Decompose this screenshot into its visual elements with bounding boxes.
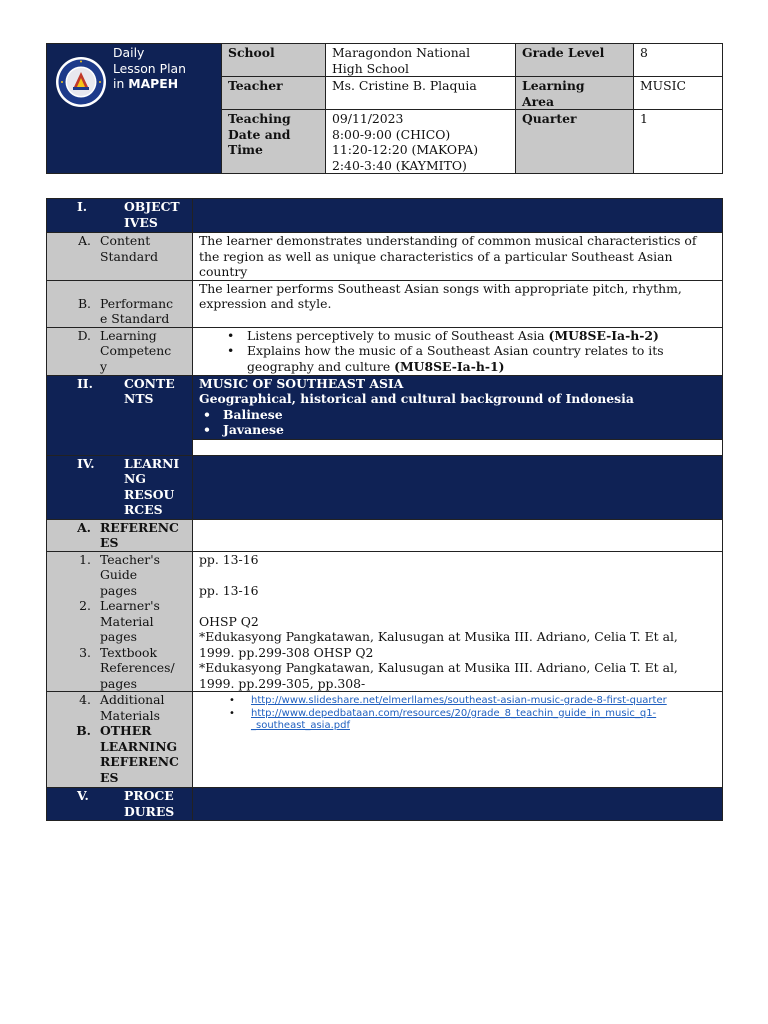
objectives-row	[47, 199, 723, 233]
resources-heading: IV. LEARNI NG RESOU RCES	[47, 455, 193, 519]
contents-item: • Javanese	[199, 422, 716, 438]
reference-pages-values	[193, 551, 723, 692]
reference-pages-labels: 1. Teacher's Guide pages 2. Learner's Material pages 3. Textbook References/ pages	[47, 551, 193, 692]
quarter-label: Quarter	[516, 110, 634, 174]
contents-subtitle: Geographical, historical and cultural background of Indonesia	[199, 391, 634, 406]
brand-line-2: Lesson Plan	[113, 60, 186, 76]
competency-label: D. Learning Competenc y	[47, 327, 193, 375]
header-table	[46, 43, 723, 174]
content-standard-row	[47, 233, 723, 281]
objectives-heading: I. OBJECT IVES	[47, 199, 193, 233]
competency-list	[193, 327, 723, 375]
contents-blank-cell	[193, 439, 723, 455]
resources-empty-cell	[193, 455, 723, 519]
references-row	[47, 519, 723, 551]
references-empty-cell	[193, 519, 723, 551]
textbook-line-1: OHSP Q2	[199, 613, 259, 629]
references-label: A. REFERENC ES	[47, 519, 193, 551]
deped-seal-icon	[55, 56, 107, 108]
lesson-plan-table	[46, 198, 723, 821]
brand-line-1: Daily	[113, 45, 145, 60]
competency-item: • Explains how the music of a Southeast Asian country relates to its geography and culture (MU8SE-Ia-h-1)	[223, 343, 716, 374]
link-item	[227, 695, 716, 708]
objectives-empty-cell	[193, 199, 723, 233]
performance-standard-text: The learner performs Southeast Asian songs with appropriate pitch, rhythm, expression and style.	[193, 280, 723, 327]
performance-standard-row	[47, 280, 723, 327]
textbook-line-3: *Edukasyong Pangkatawan, Kalusugan at Musika III. Adriano, Celia T. Et al, 1999. pp.299-305, pp.308-	[199, 660, 678, 691]
brand-in: in	[113, 76, 129, 91]
competency-item: • Listens perceptively to music of Southeast Asia (MU8SE-Ia-h-2)	[223, 328, 716, 344]
teacher-value: Ms. Cristine B. Plaquia	[326, 77, 516, 110]
brand-subject: MAPEH	[128, 76, 179, 91]
link-item	[227, 708, 716, 733]
grade-value: 8	[634, 44, 723, 77]
teaching-date-value: 09/11/2023 8:00-9:00 (CHICO) 11:20-12:20 (MAKOPA) 2:40-3:40 (KAYMITO)	[326, 110, 516, 174]
contents-body	[193, 375, 723, 439]
content-standard-label: A. Content Standard	[47, 233, 193, 281]
depedbataan-link[interactable]: http://www.depedbataan.com/resources/20/grade_8_teachin_guide_in_music_q1-_southeast_asia.pdf	[251, 707, 657, 731]
materials-links	[193, 692, 723, 788]
brand-cell	[47, 44, 222, 174]
materials-labels: 4. Additional Materials B. OTHER LEARNING REFERENC ES	[47, 692, 193, 788]
performance-standard-label: B. Performanc e Standard	[47, 280, 193, 327]
materials-row	[47, 692, 723, 788]
contents-item: • Balinese	[199, 407, 716, 423]
procedures-heading: V. PROCE DURES	[47, 788, 193, 821]
teaching-date-label: Teaching Date and Time	[222, 110, 326, 174]
procedures-empty-cell	[193, 788, 723, 821]
resources-row	[47, 455, 723, 519]
procedures-row	[47, 788, 723, 821]
contents-row	[47, 375, 723, 439]
contents-heading: II. CONTE NTS	[47, 375, 193, 455]
textbook-line-2: *Edukasyong Pangkatawan, Kalusugan at Musika III. Adriano, Celia T. Et al, 1999. pp.299-308 OHSP Q2	[199, 629, 678, 660]
quarter-value: 1	[634, 110, 723, 174]
brand-line-3	[113, 76, 223, 92]
learners-material-pages: pp. 13-16	[199, 582, 259, 598]
learning-area-label: Learning Area	[516, 77, 634, 110]
slideshare-link[interactable]: http://www.slideshare.net/elmerllames/southeast-asian-music-grade-8-first-quarter	[251, 695, 667, 706]
school-value: Maragondon National High School	[326, 44, 516, 77]
content-standard-text: The learner demonstrates understanding of common musical characteristics of the region as well as unique characteristics of a particular Southeast Asian country	[193, 233, 723, 281]
reference-pages-row	[47, 551, 723, 692]
competency-row	[47, 327, 723, 375]
school-label: School	[222, 44, 326, 77]
grade-label: Grade Level	[516, 44, 634, 77]
learning-area-value: MUSIC	[634, 77, 723, 110]
teacher-label: Teacher	[222, 77, 326, 110]
teachers-guide-pages: pp. 13-16	[199, 551, 259, 567]
contents-title: MUSIC OF SOUTHEAST ASIA	[199, 375, 404, 391]
brand-title	[113, 45, 223, 92]
